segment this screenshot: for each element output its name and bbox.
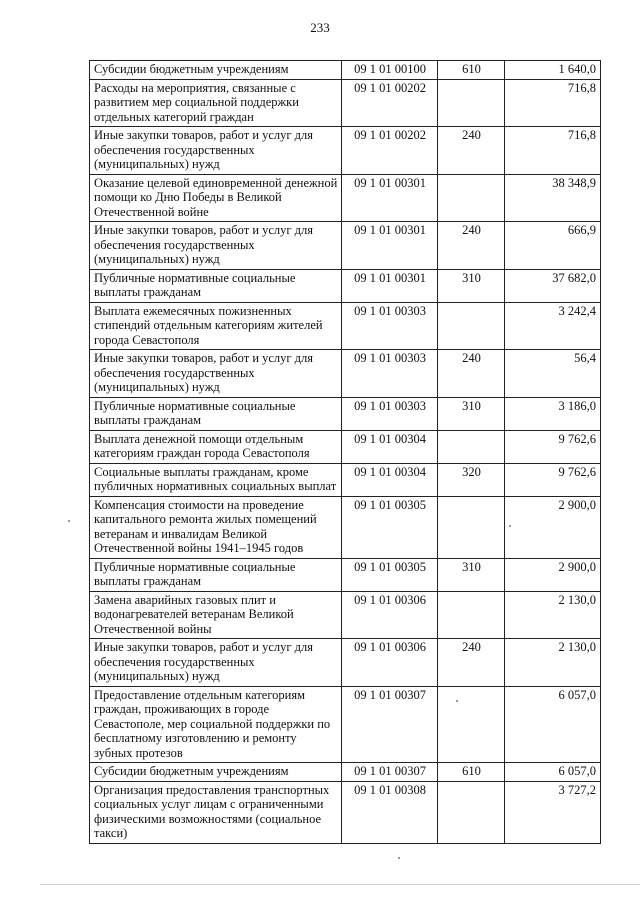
row-code: 09 1 01 00202: [342, 79, 438, 127]
row-code: 09 1 01 00301: [342, 222, 438, 270]
row-name: Иные закупки товаров, работ и услуг для обеспечения государственных (муниципальных) нужд: [90, 639, 342, 687]
row-code: 09 1 01 00308: [342, 781, 438, 843]
row-code: 09 1 01 00306: [342, 591, 438, 639]
scan-speck: [398, 857, 400, 859]
table-body: [90, 61, 601, 844]
row-amount: 2 900,0: [505, 496, 601, 558]
row-expense-type: 240: [438, 222, 505, 270]
row-amount: 37 682,0: [505, 269, 601, 302]
table-row: [90, 686, 601, 763]
table-row: [90, 397, 601, 430]
table-row: [90, 591, 601, 639]
table-row: [90, 781, 601, 843]
scan-speck: [456, 700, 458, 702]
row-amount: 716,8: [505, 127, 601, 175]
row-expense-type: 610: [438, 61, 505, 80]
table-row: [90, 79, 601, 127]
page-number: 233: [310, 20, 330, 35]
row-amount: 3 727,2: [505, 781, 601, 843]
row-code: 09 1 01 00303: [342, 302, 438, 350]
row-name: Предоставление отдельным категориям граждан, проживающих в городе Севастополе, мер социальной поддержки по бесплатному изготовлению и ремонту зубных протезов: [90, 686, 342, 763]
table-row: [90, 222, 601, 270]
row-expense-type: [438, 496, 505, 558]
row-expense-type: [438, 430, 505, 463]
row-amount: 2 900,0: [505, 558, 601, 591]
budget-table: [89, 60, 601, 844]
row-amount: 3 186,0: [505, 397, 601, 430]
row-name: Публичные нормативные социальные выплаты гражданам: [90, 558, 342, 591]
row-expense-type: 310: [438, 558, 505, 591]
table-row: [90, 558, 601, 591]
row-code: 09 1 01 00303: [342, 350, 438, 398]
row-name: Публичные нормативные социальные выплаты гражданам: [90, 397, 342, 430]
row-expense-type: 610: [438, 763, 505, 782]
row-name: Компенсация стоимости на проведение капитального ремонта жилых помещений ветеранам и инвалидам Великой Отечественной войны 1941–1945 годов: [90, 496, 342, 558]
row-code: 09 1 01 00306: [342, 639, 438, 687]
row-name: Иные закупки товаров, работ и услуг для обеспечения государственных (муниципальных) нужд: [90, 222, 342, 270]
table-row: [90, 302, 601, 350]
table-row: [90, 174, 601, 222]
row-code: 09 1 01 00305: [342, 558, 438, 591]
row-expense-type: 310: [438, 397, 505, 430]
row-amount: 716,8: [505, 79, 601, 127]
row-code: 09 1 01 00100: [342, 61, 438, 80]
row-amount: 3 242,4: [505, 302, 601, 350]
row-expense-type: [438, 174, 505, 222]
row-code: 09 1 01 00303: [342, 397, 438, 430]
row-amount: 2 130,0: [505, 591, 601, 639]
table-row: [90, 61, 601, 80]
row-expense-type: [438, 591, 505, 639]
row-expense-type: [438, 781, 505, 843]
row-expense-type: 240: [438, 127, 505, 175]
row-amount: 38 348,9: [505, 174, 601, 222]
table-row: [90, 639, 601, 687]
row-code: 09 1 01 00307: [342, 763, 438, 782]
row-name: Выплата денежной помощи отдельным категориям граждан города Севастополя: [90, 430, 342, 463]
row-name: Социальные выплаты гражданам, кроме публичных нормативных социальных выплат: [90, 463, 342, 496]
table-row: [90, 430, 601, 463]
scan-speck: [509, 525, 511, 527]
row-amount: 9 762,6: [505, 463, 601, 496]
scan-edge: [40, 884, 640, 885]
row-name: Иные закупки товаров, работ и услуг для обеспечения государственных (муниципальных) нужд: [90, 350, 342, 398]
scan-speck: [68, 520, 70, 522]
row-name: Выплата ежемесячных пожизненных стипендий отдельным категориям жителей города Севастополя: [90, 302, 342, 350]
row-code: 09 1 01 00202: [342, 127, 438, 175]
table-row: [90, 127, 601, 175]
row-code: 09 1 01 00307: [342, 686, 438, 763]
row-name: Субсидии бюджетным учреждениям: [90, 61, 342, 80]
row-name: Публичные нормативные социальные выплаты гражданам: [90, 269, 342, 302]
table-row: [90, 496, 601, 558]
row-expense-type: 320: [438, 463, 505, 496]
row-code: 09 1 01 00305: [342, 496, 438, 558]
row-name: Субсидии бюджетным учреждениям: [90, 763, 342, 782]
row-code: 09 1 01 00301: [342, 174, 438, 222]
row-expense-type: 310: [438, 269, 505, 302]
row-expense-type: [438, 686, 505, 763]
row-amount: 6 057,0: [505, 763, 601, 782]
table-row: [90, 350, 601, 398]
row-amount: 1 640,0: [505, 61, 601, 80]
row-amount: 666,9: [505, 222, 601, 270]
row-amount: 2 130,0: [505, 639, 601, 687]
row-amount: 6 057,0: [505, 686, 601, 763]
row-expense-type: [438, 79, 505, 127]
table-row: [90, 269, 601, 302]
table-row: [90, 763, 601, 782]
row-code: 09 1 01 00304: [342, 463, 438, 496]
row-expense-type: 240: [438, 350, 505, 398]
row-amount: 56,4: [505, 350, 601, 398]
row-amount: 9 762,6: [505, 430, 601, 463]
row-expense-type: 240: [438, 639, 505, 687]
row-name: Расходы на мероприятия, связанные с развитием мер социальной поддержки отдельных категорий граждан: [90, 79, 342, 127]
row-expense-type: [438, 302, 505, 350]
row-name: Организация предоставления транспортных социальных услуг лицам с ограниченными физическими возможностями (социальное такси): [90, 781, 342, 843]
row-name: Оказание целевой единовременной денежной помощи ко Дню Победы в Великой Отечественной войне: [90, 174, 342, 222]
row-name: Замена аварийных газовых плит и водонагревателей ветеранам Великой Отечественной войны: [90, 591, 342, 639]
table-row: [90, 463, 601, 496]
row-code: 09 1 01 00301: [342, 269, 438, 302]
row-name: Иные закупки товаров, работ и услуг для обеспечения государственных (муниципальных) нужд: [90, 127, 342, 175]
row-code: 09 1 01 00304: [342, 430, 438, 463]
